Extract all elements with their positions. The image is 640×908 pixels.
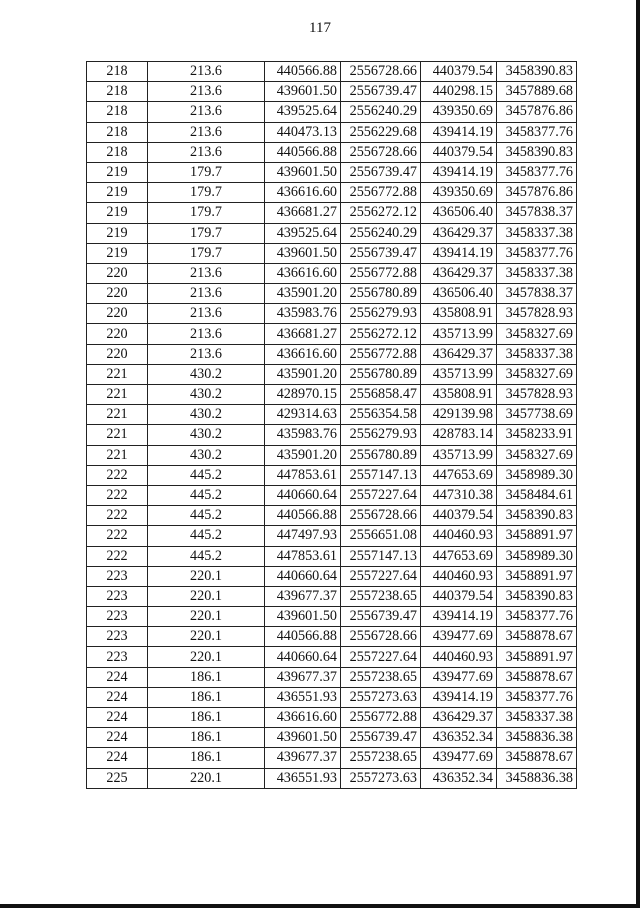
y2-cell: 3458878.67 xyxy=(497,627,577,647)
y1-cell: 2556240.29 xyxy=(341,223,421,243)
x2-cell: 435713.99 xyxy=(421,445,497,465)
x1-cell: 439601.50 xyxy=(265,82,341,102)
y2-cell: 3457828.93 xyxy=(497,304,577,324)
table-row xyxy=(87,405,577,425)
length-cell: 213.6 xyxy=(148,82,265,102)
y1-cell: 2556272.12 xyxy=(341,203,421,223)
y2-cell: 3458836.38 xyxy=(497,728,577,748)
x1-cell: 436616.60 xyxy=(265,708,341,728)
y1-cell: 2557227.64 xyxy=(341,566,421,586)
y2-cell: 3458390.83 xyxy=(497,506,577,526)
table-row xyxy=(87,445,577,465)
y2-cell: 3458377.76 xyxy=(497,687,577,707)
y1-cell: 2556739.47 xyxy=(341,162,421,182)
table-row xyxy=(87,768,577,788)
parcel-id-cell: 223 xyxy=(87,586,148,606)
y2-cell: 3458377.76 xyxy=(497,122,577,142)
x2-cell: 435713.99 xyxy=(421,324,497,344)
table-row xyxy=(87,324,577,344)
table-row xyxy=(87,425,577,445)
parcel-id-cell: 224 xyxy=(87,708,148,728)
parcel-id-cell: 223 xyxy=(87,647,148,667)
x1-cell: 436681.27 xyxy=(265,203,341,223)
table-row xyxy=(87,344,577,364)
length-cell: 186.1 xyxy=(148,708,265,728)
x2-cell: 429139.98 xyxy=(421,405,497,425)
y2-cell: 3458878.67 xyxy=(497,748,577,768)
length-cell: 430.2 xyxy=(148,364,265,384)
x1-cell: 429314.63 xyxy=(265,405,341,425)
x1-cell: 436616.60 xyxy=(265,344,341,364)
length-cell: 430.2 xyxy=(148,385,265,405)
x1-cell: 435901.20 xyxy=(265,284,341,304)
table-body xyxy=(87,62,577,789)
y1-cell: 2556279.93 xyxy=(341,304,421,324)
y1-cell: 2556739.47 xyxy=(341,728,421,748)
y1-cell: 2556728.66 xyxy=(341,627,421,647)
table-row xyxy=(87,82,577,102)
table-row xyxy=(87,708,577,728)
x2-cell: 440298.15 xyxy=(421,82,497,102)
parcel-id-cell: 222 xyxy=(87,485,148,505)
y1-cell: 2556772.88 xyxy=(341,344,421,364)
length-cell: 179.7 xyxy=(148,183,265,203)
y1-cell: 2556739.47 xyxy=(341,82,421,102)
x1-cell: 440473.13 xyxy=(265,122,341,142)
y1-cell: 2556780.89 xyxy=(341,364,421,384)
length-cell: 220.1 xyxy=(148,586,265,606)
length-cell: 213.6 xyxy=(148,122,265,142)
length-cell: 220.1 xyxy=(148,607,265,627)
page-number: 117 xyxy=(309,20,331,36)
x2-cell: 439477.69 xyxy=(421,667,497,687)
table-row xyxy=(87,263,577,283)
x1-cell: 436681.27 xyxy=(265,324,341,344)
parcel-id-cell: 220 xyxy=(87,344,148,364)
length-cell: 213.6 xyxy=(148,344,265,364)
x1-cell: 435983.76 xyxy=(265,304,341,324)
y1-cell: 2556772.88 xyxy=(341,263,421,283)
y2-cell: 3458233.91 xyxy=(497,425,577,445)
table-row xyxy=(87,162,577,182)
parcel-id-cell: 224 xyxy=(87,667,148,687)
y2-cell: 3457838.37 xyxy=(497,203,577,223)
y2-cell: 3457838.37 xyxy=(497,284,577,304)
parcel-id-cell: 223 xyxy=(87,607,148,627)
table-row xyxy=(87,506,577,526)
table-row xyxy=(87,607,577,627)
length-cell: 220.1 xyxy=(148,768,265,788)
x2-cell: 440460.93 xyxy=(421,526,497,546)
x1-cell: 439525.64 xyxy=(265,223,341,243)
y1-cell: 2557273.63 xyxy=(341,768,421,788)
y2-cell: 3458390.83 xyxy=(497,62,577,82)
x2-cell: 440379.54 xyxy=(421,586,497,606)
y1-cell: 2557147.13 xyxy=(341,465,421,485)
x1-cell: 439601.50 xyxy=(265,243,341,263)
table-row xyxy=(87,465,577,485)
y1-cell: 2557147.13 xyxy=(341,546,421,566)
y2-cell: 3458891.97 xyxy=(497,526,577,546)
length-cell: 213.6 xyxy=(148,102,265,122)
y2-cell: 3457876.86 xyxy=(497,183,577,203)
length-cell: 213.6 xyxy=(148,142,265,162)
x1-cell: 440566.88 xyxy=(265,142,341,162)
parcel-id-cell: 219 xyxy=(87,203,148,223)
parcel-id-cell: 222 xyxy=(87,526,148,546)
y2-cell: 3457828.93 xyxy=(497,385,577,405)
y1-cell: 2556728.66 xyxy=(341,506,421,526)
parcel-id-cell: 218 xyxy=(87,62,148,82)
x1-cell: 440660.64 xyxy=(265,485,341,505)
y2-cell: 3458989.30 xyxy=(497,546,577,566)
y2-cell: 3458484.61 xyxy=(497,485,577,505)
table-row xyxy=(87,142,577,162)
y1-cell: 2556739.47 xyxy=(341,243,421,263)
x1-cell: 440660.64 xyxy=(265,647,341,667)
x1-cell: 439601.50 xyxy=(265,728,341,748)
parcel-id-cell: 222 xyxy=(87,546,148,566)
x2-cell: 439350.69 xyxy=(421,102,497,122)
table-row xyxy=(87,284,577,304)
parcel-id-cell: 220 xyxy=(87,324,148,344)
y2-cell: 3458327.69 xyxy=(497,445,577,465)
x1-cell: 436551.93 xyxy=(265,768,341,788)
x2-cell: 439414.19 xyxy=(421,607,497,627)
length-cell: 220.1 xyxy=(148,647,265,667)
parcel-id-cell: 222 xyxy=(87,465,148,485)
parcel-id-cell: 224 xyxy=(87,748,148,768)
parcel-id-cell: 219 xyxy=(87,183,148,203)
parcel-id-cell: 223 xyxy=(87,627,148,647)
x2-cell: 440460.93 xyxy=(421,566,497,586)
parcel-id-cell: 225 xyxy=(87,768,148,788)
y1-cell: 2556240.29 xyxy=(341,102,421,122)
y2-cell: 3458337.38 xyxy=(497,708,577,728)
x1-cell: 439601.50 xyxy=(265,162,341,182)
coordinates-table xyxy=(86,61,577,789)
table-row xyxy=(87,203,577,223)
table-row xyxy=(87,304,577,324)
x1-cell: 440660.64 xyxy=(265,566,341,586)
parcel-id-cell: 221 xyxy=(87,425,148,445)
x1-cell: 447853.61 xyxy=(265,546,341,566)
x2-cell: 436352.34 xyxy=(421,728,497,748)
parcel-id-cell: 220 xyxy=(87,284,148,304)
y1-cell: 2556354.58 xyxy=(341,405,421,425)
parcel-id-cell: 219 xyxy=(87,223,148,243)
table-row xyxy=(87,122,577,142)
table-row xyxy=(87,647,577,667)
x1-cell: 436616.60 xyxy=(265,183,341,203)
parcel-id-cell: 220 xyxy=(87,263,148,283)
y2-cell: 3458337.38 xyxy=(497,344,577,364)
x2-cell: 428783.14 xyxy=(421,425,497,445)
y1-cell: 2557238.65 xyxy=(341,586,421,606)
y1-cell: 2556780.89 xyxy=(341,445,421,465)
y2-cell: 3458327.69 xyxy=(497,364,577,384)
table-row xyxy=(87,364,577,384)
x2-cell: 439414.19 xyxy=(421,122,497,142)
parcel-id-cell: 220 xyxy=(87,304,148,324)
x2-cell: 440460.93 xyxy=(421,647,497,667)
y2-cell: 3458989.30 xyxy=(497,465,577,485)
x1-cell: 447853.61 xyxy=(265,465,341,485)
y1-cell: 2556272.12 xyxy=(341,324,421,344)
x2-cell: 439414.19 xyxy=(421,243,497,263)
x1-cell: 435901.20 xyxy=(265,364,341,384)
y1-cell: 2557227.64 xyxy=(341,647,421,667)
x1-cell: 439525.64 xyxy=(265,102,341,122)
y1-cell: 2556728.66 xyxy=(341,142,421,162)
x1-cell: 440566.88 xyxy=(265,62,341,82)
parcel-id-cell: 221 xyxy=(87,445,148,465)
y1-cell: 2556858.47 xyxy=(341,385,421,405)
x2-cell: 436429.37 xyxy=(421,708,497,728)
x2-cell: 439477.69 xyxy=(421,627,497,647)
x1-cell: 440566.88 xyxy=(265,627,341,647)
parcel-id-cell: 223 xyxy=(87,566,148,586)
length-cell: 213.6 xyxy=(148,304,265,324)
length-cell: 179.7 xyxy=(148,223,265,243)
table-row xyxy=(87,243,577,263)
y1-cell: 2556229.68 xyxy=(341,122,421,142)
parcel-id-cell: 219 xyxy=(87,162,148,182)
y1-cell: 2557238.65 xyxy=(341,748,421,768)
y2-cell: 3458327.69 xyxy=(497,324,577,344)
length-cell: 220.1 xyxy=(148,566,265,586)
length-cell: 445.2 xyxy=(148,506,265,526)
y1-cell: 2556772.88 xyxy=(341,183,421,203)
table-row xyxy=(87,748,577,768)
length-cell: 186.1 xyxy=(148,667,265,687)
x1-cell: 439677.37 xyxy=(265,667,341,687)
x2-cell: 436429.37 xyxy=(421,223,497,243)
length-cell: 179.7 xyxy=(148,243,265,263)
x1-cell: 447497.93 xyxy=(265,526,341,546)
x2-cell: 439414.19 xyxy=(421,162,497,182)
x2-cell: 440379.54 xyxy=(421,142,497,162)
x2-cell: 436352.34 xyxy=(421,768,497,788)
length-cell: 445.2 xyxy=(148,546,265,566)
x2-cell: 436429.37 xyxy=(421,344,497,364)
y2-cell: 3458836.38 xyxy=(497,768,577,788)
y2-cell: 3458891.97 xyxy=(497,566,577,586)
parcel-id-cell: 218 xyxy=(87,82,148,102)
length-cell: 213.6 xyxy=(148,263,265,283)
x2-cell: 447653.69 xyxy=(421,546,497,566)
x1-cell: 435901.20 xyxy=(265,445,341,465)
length-cell: 213.6 xyxy=(148,62,265,82)
y1-cell: 2556739.47 xyxy=(341,607,421,627)
table-row xyxy=(87,385,577,405)
x2-cell: 439477.69 xyxy=(421,748,497,768)
length-cell: 430.2 xyxy=(148,445,265,465)
y1-cell: 2557238.65 xyxy=(341,667,421,687)
y1-cell: 2556780.89 xyxy=(341,284,421,304)
y2-cell: 3457738.69 xyxy=(497,405,577,425)
length-cell: 186.1 xyxy=(148,748,265,768)
length-cell: 179.7 xyxy=(148,162,265,182)
x1-cell: 435983.76 xyxy=(265,425,341,445)
x2-cell: 439350.69 xyxy=(421,183,497,203)
x1-cell: 439601.50 xyxy=(265,607,341,627)
parcel-id-cell: 219 xyxy=(87,243,148,263)
x2-cell: 436506.40 xyxy=(421,284,497,304)
y2-cell: 3457876.86 xyxy=(497,102,577,122)
x1-cell: 439677.37 xyxy=(265,586,341,606)
y2-cell: 3458377.76 xyxy=(497,243,577,263)
table-row xyxy=(87,526,577,546)
table-row xyxy=(87,667,577,687)
y1-cell: 2557227.64 xyxy=(341,485,421,505)
y2-cell: 3458377.76 xyxy=(497,607,577,627)
table-row xyxy=(87,586,577,606)
length-cell: 430.2 xyxy=(148,425,265,445)
table-row xyxy=(87,183,577,203)
y2-cell: 3458377.76 xyxy=(497,162,577,182)
table-row xyxy=(87,102,577,122)
table-row xyxy=(87,687,577,707)
y1-cell: 2556728.66 xyxy=(341,62,421,82)
y2-cell: 3458337.38 xyxy=(497,263,577,283)
x1-cell: 436551.93 xyxy=(265,687,341,707)
parcel-id-cell: 224 xyxy=(87,728,148,748)
x2-cell: 436429.37 xyxy=(421,263,497,283)
y1-cell: 2556279.93 xyxy=(341,425,421,445)
parcel-id-cell: 221 xyxy=(87,405,148,425)
x2-cell: 440379.54 xyxy=(421,62,497,82)
length-cell: 186.1 xyxy=(148,687,265,707)
x2-cell: 435808.91 xyxy=(421,304,497,324)
table-row xyxy=(87,62,577,82)
x1-cell: 439677.37 xyxy=(265,748,341,768)
y2-cell: 3458390.83 xyxy=(497,142,577,162)
length-cell: 430.2 xyxy=(148,405,265,425)
parcel-id-cell: 221 xyxy=(87,364,148,384)
parcel-id-cell: 218 xyxy=(87,142,148,162)
y2-cell: 3458337.38 xyxy=(497,223,577,243)
y2-cell: 3458390.83 xyxy=(497,586,577,606)
parcel-id-cell: 218 xyxy=(87,122,148,142)
y1-cell: 2557273.63 xyxy=(341,687,421,707)
y2-cell: 3458878.67 xyxy=(497,667,577,687)
length-cell: 445.2 xyxy=(148,526,265,546)
y2-cell: 3458891.97 xyxy=(497,647,577,667)
x2-cell: 447310.38 xyxy=(421,485,497,505)
table-row xyxy=(87,546,577,566)
x1-cell: 436616.60 xyxy=(265,263,341,283)
length-cell: 179.7 xyxy=(148,203,265,223)
x2-cell: 435808.91 xyxy=(421,385,497,405)
length-cell: 213.6 xyxy=(148,284,265,304)
table-row xyxy=(87,728,577,748)
y2-cell: 3457889.68 xyxy=(497,82,577,102)
length-cell: 186.1 xyxy=(148,728,265,748)
table-row xyxy=(87,566,577,586)
table-row xyxy=(87,627,577,647)
y1-cell: 2556772.88 xyxy=(341,708,421,728)
x2-cell: 447653.69 xyxy=(421,465,497,485)
x2-cell: 439414.19 xyxy=(421,687,497,707)
x2-cell: 435713.99 xyxy=(421,364,497,384)
x1-cell: 428970.15 xyxy=(265,385,341,405)
parcel-id-cell: 222 xyxy=(87,506,148,526)
length-cell: 220.1 xyxy=(148,627,265,647)
y1-cell: 2556651.08 xyxy=(341,526,421,546)
length-cell: 445.2 xyxy=(148,485,265,505)
parcel-id-cell: 221 xyxy=(87,385,148,405)
length-cell: 213.6 xyxy=(148,324,265,344)
parcel-id-cell: 224 xyxy=(87,687,148,707)
length-cell: 445.2 xyxy=(148,465,265,485)
x1-cell: 440566.88 xyxy=(265,506,341,526)
table-row xyxy=(87,223,577,243)
x2-cell: 440379.54 xyxy=(421,506,497,526)
parcel-id-cell: 218 xyxy=(87,102,148,122)
x2-cell: 436506.40 xyxy=(421,203,497,223)
table-row xyxy=(87,485,577,505)
